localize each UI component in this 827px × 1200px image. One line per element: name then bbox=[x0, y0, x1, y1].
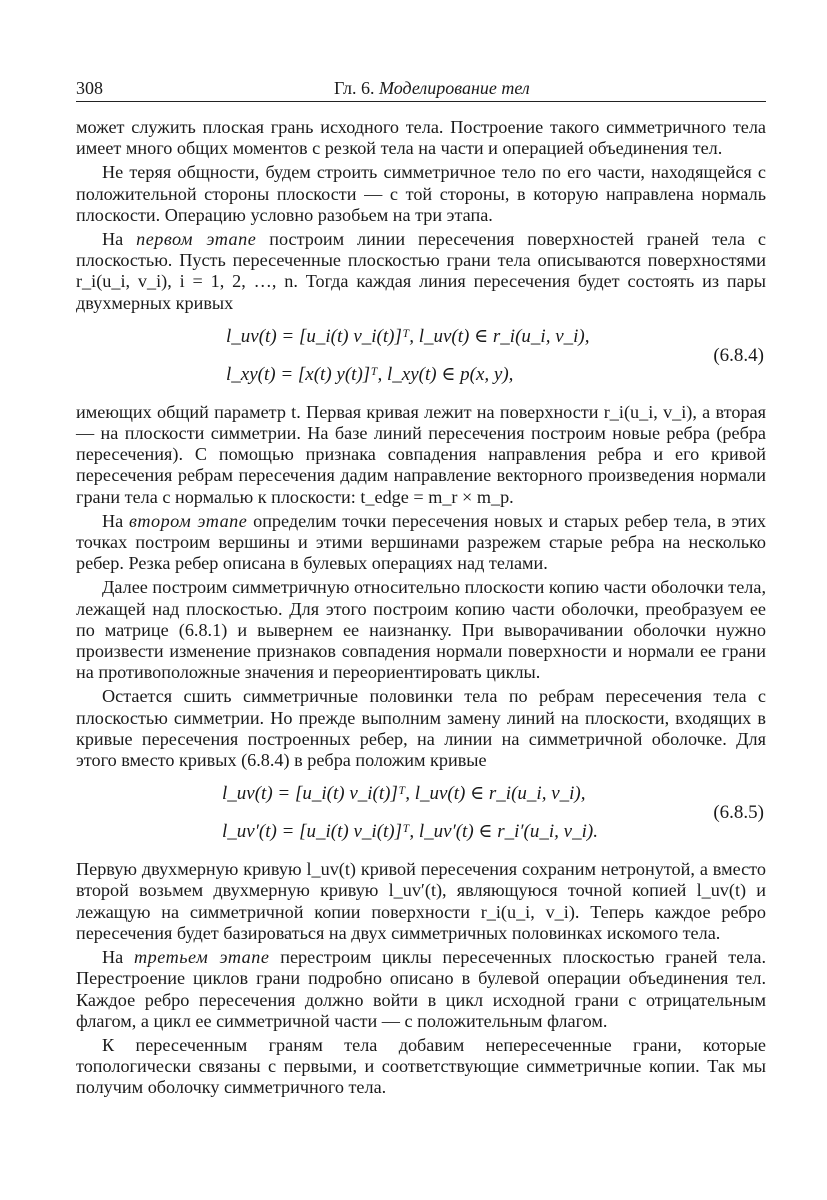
equation-line: l_uv(t) = [u_i(t) v_i(t)]ᵀ, l_uv(t) ∈ r_i(u_i, v_i), bbox=[226, 325, 590, 347]
inline-math: r_i(u_i, v_i), i = 1, 2, …, n. bbox=[76, 271, 298, 292]
running-header bbox=[76, 78, 766, 100]
paragraph-text: Тогда каждая линия пересечения будет состоять из пары двухмерных кривых bbox=[76, 271, 767, 313]
paragraph bbox=[76, 947, 766, 1032]
paragraph bbox=[76, 511, 766, 575]
paragraph: может служить плоская грань исходного тела. Построение такого симметричного тела имеет много общих моментов с резкой тела на части и операцией объединения тел. bbox=[76, 117, 766, 159]
equation-number: (6.8.5) bbox=[713, 802, 764, 824]
paragraph: имеющих общий параметр t. Первая кривая лежит на поверхности r_i(u_i, v_i), а вторая — на плоскости симметрии. На базе линий пересечения построим новые ребра (ребра пересечения). С помощью признака совпадения направления ребра и его кривой пересечения ребрам пересечения дадим направление векторного произведения нормали грани тела с нормалью к плоскости: t_edge = m_r × m_p. bbox=[76, 401, 766, 507]
chapter-heading bbox=[334, 78, 530, 99]
equation-6-8-5 bbox=[76, 773, 766, 857]
chapter-prefix: Гл. 6. bbox=[334, 78, 375, 98]
emphasis-stage: первом этапе bbox=[136, 229, 257, 250]
paragraph-lead: На bbox=[102, 229, 124, 250]
equation-number: (6.8.4) bbox=[713, 344, 764, 366]
main-text bbox=[76, 117, 766, 1099]
paragraph-lead: На bbox=[102, 510, 124, 531]
emphasis-stage: втором этапе bbox=[128, 510, 248, 531]
equation-line: l_uv′(t) = [u_i(t) v_i(t)]ᵀ, l_uv′(t) ∈ r_i′(u_i, v_i). bbox=[222, 821, 598, 843]
paragraph-text: построим линии пересечения поверхностей граней тела с плоскостью. Пусть пересеченные плоскостью грани тела описываются поверхностями bbox=[76, 229, 766, 271]
equation-line: l_uv(t) = [u_i(t) v_i(t)]ᵀ, l_uv(t) ∈ r_i(u_i, v_i), bbox=[222, 783, 586, 805]
paragraph-lead: На bbox=[102, 947, 124, 968]
equation-6-8-4 bbox=[76, 316, 766, 400]
paragraph: Далее построим симметричную относительно плоскости копию части оболочки тела, лежащей над плоскостью. Для этого построим копию части оболочки, преобразуем ее по матрице (6.8.1) и вывернем ее наизнанку. При выворачивании оболочки нужно произвести изменение признаков совпадения нормали поверхности и нормали ее грани на противоположные значения и переориентировать циклы. bbox=[76, 577, 766, 683]
paragraph: Первую двухмерную кривую l_uv(t) кривой пересечения сохраним нетронутой, а вместо второй возьмем двухмерную кривую l_uv′(t), являющуюся точной копией l_uv(t) и лежащую на симметричной копии поверхности r_i(u_i, v_i). Теперь каждое ребро пересечения будет базироваться на двух симметричных половинках искомого тела. bbox=[76, 859, 766, 943]
paragraph: Не теряя общности, будем строить симметричное тело по его части, находящейся с положительной стороны плоскости — с той стороны, в которую направлена нормаль плоскости. Операцию условно разобьем на три этапа. bbox=[76, 162, 766, 225]
emphasis-stage: третьем этапе bbox=[134, 947, 270, 968]
equation-line: l_xy(t) = [x(t) y(t)]ᵀ, l_xy(t) ∈ p(x, y), bbox=[226, 363, 514, 385]
paragraph-text: перестроим циклы пересеченных плоскостью граней тела. Перестроение циклов грани подробно описано в булевой операции объединения тел. Каждое ребро пересечения должно войти в цикл исходной грани с отрицательным флагом, а цикл ее симметричной части — с положительным флагом. bbox=[76, 947, 766, 1031]
header-rule bbox=[76, 101, 766, 102]
paragraph-text: определим точки пересечения новых и старых ребер тела, в этих точках построим вершины и этими вершинами разрежем старые ребра на несколько ребер. Резка ребер описана в булевых операциях над телами. bbox=[76, 510, 767, 574]
chapter-title: Моделирование тел bbox=[379, 78, 530, 98]
paragraph bbox=[76, 229, 766, 314]
paragraph: Остается сшить симметричные половинки тела по ребрам пересечения тела с плоскостью симметрии. Но прежде выполним замену линий на плоскости, входящих в кривые пересечения построенных ребер, на линии на симметричной оболочке. Для этого вместо кривых (6.8.4) в ребра положим кривые bbox=[76, 686, 766, 771]
paragraph: К пересеченным граням тела добавим непересеченные грани, которые топологически связаны с первыми, и соответствующие симметричные копии. Так мы получим оболочку симметричного тела. bbox=[76, 1034, 766, 1098]
page-number: 308 bbox=[76, 78, 103, 98]
